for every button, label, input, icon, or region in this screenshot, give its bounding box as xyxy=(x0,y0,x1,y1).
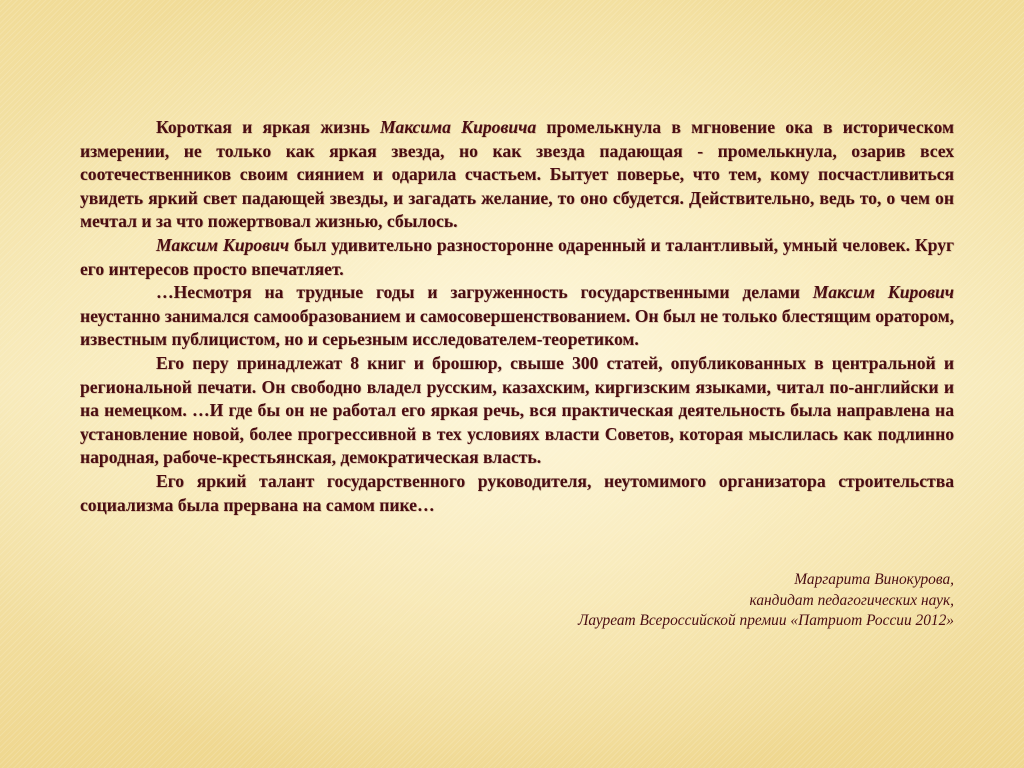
paragraph-2-segment-1: Максим Кирович xyxy=(156,234,290,255)
author-award: Лауреат Всероссийской премии «Патриот России 2012» xyxy=(578,612,954,629)
paragraph-3-segment-1: …Несмотря на трудные годы и загруженность государственными делами xyxy=(156,282,813,303)
paragraph-4 xyxy=(80,352,954,470)
paragraph-1-segment-3: промелькнула в мгновение ока в историческом измерении, не только как яркая звезда, но как звезда падающая - промелькнула, озарив всех соотечественников своим сиянием и одарила счастьем. Бытует поверье, что тем, кому посчастливиться увидеть яркий свет падающей звезды, и загадать желание, то оно сбудется. Действительно, ведь то, о чем он мечтал и за что пожертвовал жизнью, сбылось. xyxy=(80,117,954,232)
paragraph-1-segment-1: Короткая и яркая жизнь xyxy=(156,117,380,137)
paragraph-3-segment-3: неустанно занимался самообразованием и самосовершенствованием. Он был не только блестящим оратором, известным публицистом, но и серьезным исследователем-теоретиком. xyxy=(80,305,954,350)
paragraph-5-segment-1: Его яркий талант государственного руководителя, неутомимого организатора строительства социализма была прервана на самом пике… xyxy=(80,470,954,515)
paragraph-5 xyxy=(80,470,954,517)
article-body xyxy=(80,116,954,517)
paragraph-2 xyxy=(80,234,954,281)
paragraph-4-segment-1: Его перу принадлежат 8 книг и брошюр, свыше 300 статей, опубликованных в центральной и региональной печати. Он свободно владел русским, казахским, киргизским языками, читал по-английски и на немецком. …И где бы он не работал его яркая речь, вся практическая деятельность была направлена на установление новой, более прогрессивной в тех условиях власти Советов, которая мыслилась как подлинно народная, рабоче-крестьянская, демократическая власть. xyxy=(80,352,954,468)
paragraph-3 xyxy=(80,281,954,352)
paragraph-3-segment-2: Максим Кирович xyxy=(812,282,954,303)
paragraph-1 xyxy=(80,116,954,234)
paragraph-1-segment-2: Максима Кировича xyxy=(380,117,537,137)
author-degree: кандидат педагогических наук, xyxy=(749,591,954,609)
author-signature xyxy=(578,570,954,632)
paragraph-2-segment-2: был удивительно разносторонне одаренный и талантливый, умный человек. Круг его интересов просто впечатляет. xyxy=(80,234,954,279)
author-name: Маргарита Винокурова, xyxy=(794,571,954,588)
